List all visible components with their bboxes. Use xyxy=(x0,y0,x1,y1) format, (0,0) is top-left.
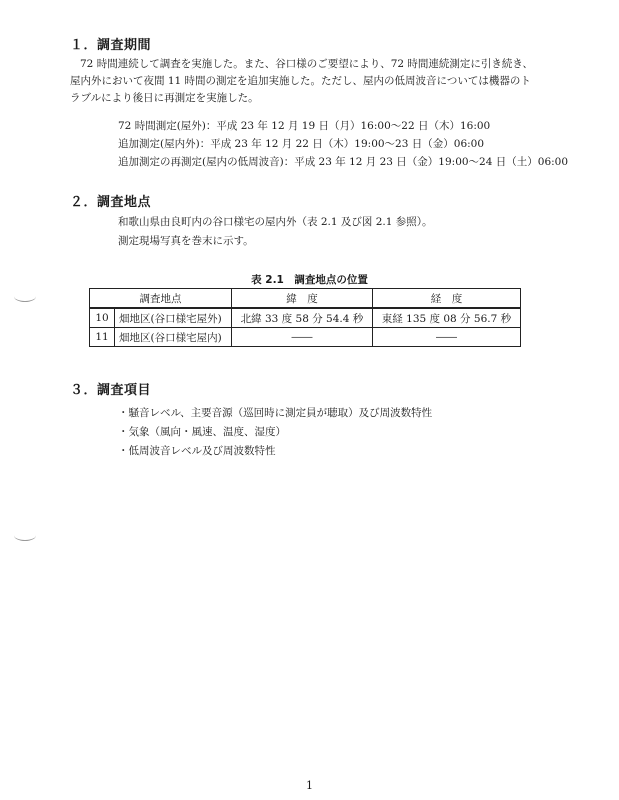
survey-item-1: ・騒音レベル、主要音源（巡回時に測定員が聴取）及び周波数特性 xyxy=(118,407,433,419)
header-longitude: 経 度 xyxy=(372,289,520,309)
schedule-line-2: 追加測定(屋内外)：平成 23 年 12 月 22 日（木）19:00～23 日（金）06:00 xyxy=(118,138,485,150)
row-longitude: ―― xyxy=(372,328,520,347)
table-caption: 表 2.1 調査地点の位置 xyxy=(251,274,368,286)
row-number: 11 xyxy=(90,328,115,347)
schedule-line-3: 追加測定の再測定(屋内の低周波音)：平成 23 年 12 月 23 日（金）19:00～24 日（土）06:00 xyxy=(118,156,569,168)
section1-paragraph-line-2: 屋内外において夜間 11 時間の測定を追加実施した。ただし、屋内の低周波音については機器のト xyxy=(70,75,531,87)
table-row xyxy=(90,328,521,347)
punch-hole-mark xyxy=(14,530,36,541)
row-point-name: 畑地区(谷口様宅屋外) xyxy=(115,308,232,328)
location-table xyxy=(89,288,521,347)
header-latitude: 緯 度 xyxy=(232,289,373,309)
section1-paragraph-line-1: 72 時間連続して調査を実施した。また、谷口様のご要望により、72 時間連続測定に引き続き、 xyxy=(80,58,533,70)
header-survey-point: 調査地点 xyxy=(90,289,232,309)
section1-paragraph xyxy=(70,56,533,107)
section2-heading: ２．調査地点 xyxy=(70,195,152,210)
location-line: 和歌山県由良町内の谷口様宅の屋内外（表 2.1 及び図 2.1 参照）。 xyxy=(118,216,433,228)
photo-note-line: 測定現場写真を巻末に示す。 xyxy=(118,235,254,247)
row-latitude: ―― xyxy=(232,328,373,347)
section1-paragraph-line-3: ラブルにより後日に再測定を実施した。 xyxy=(70,92,259,104)
row-point-name: 畑地区(谷口様宅屋内) xyxy=(115,328,232,347)
survey-item-2: ・気象（風向・風速、温度、湿度） xyxy=(118,426,286,438)
table-header-row xyxy=(90,289,521,309)
page-number: 1 xyxy=(306,779,313,792)
section1-heading: １．調査期間 xyxy=(70,38,152,53)
row-number: 10 xyxy=(90,308,115,328)
section3-heading: ３．調査項目 xyxy=(70,383,152,398)
survey-item-3: ・低周波音レベル及び周波数特性 xyxy=(118,445,276,457)
schedule-line-1: 72 時間測定(屋外)：平成 23 年 12 月 19 日（月）16:00～22 日（木）16:00 xyxy=(118,120,491,132)
row-latitude: 北緯 33 度 58 分 54.4 秒 xyxy=(232,308,373,328)
table-row xyxy=(90,308,521,328)
punch-hole-mark xyxy=(14,291,36,302)
row-longitude: 東経 135 度 08 分 56.7 秒 xyxy=(372,308,520,328)
